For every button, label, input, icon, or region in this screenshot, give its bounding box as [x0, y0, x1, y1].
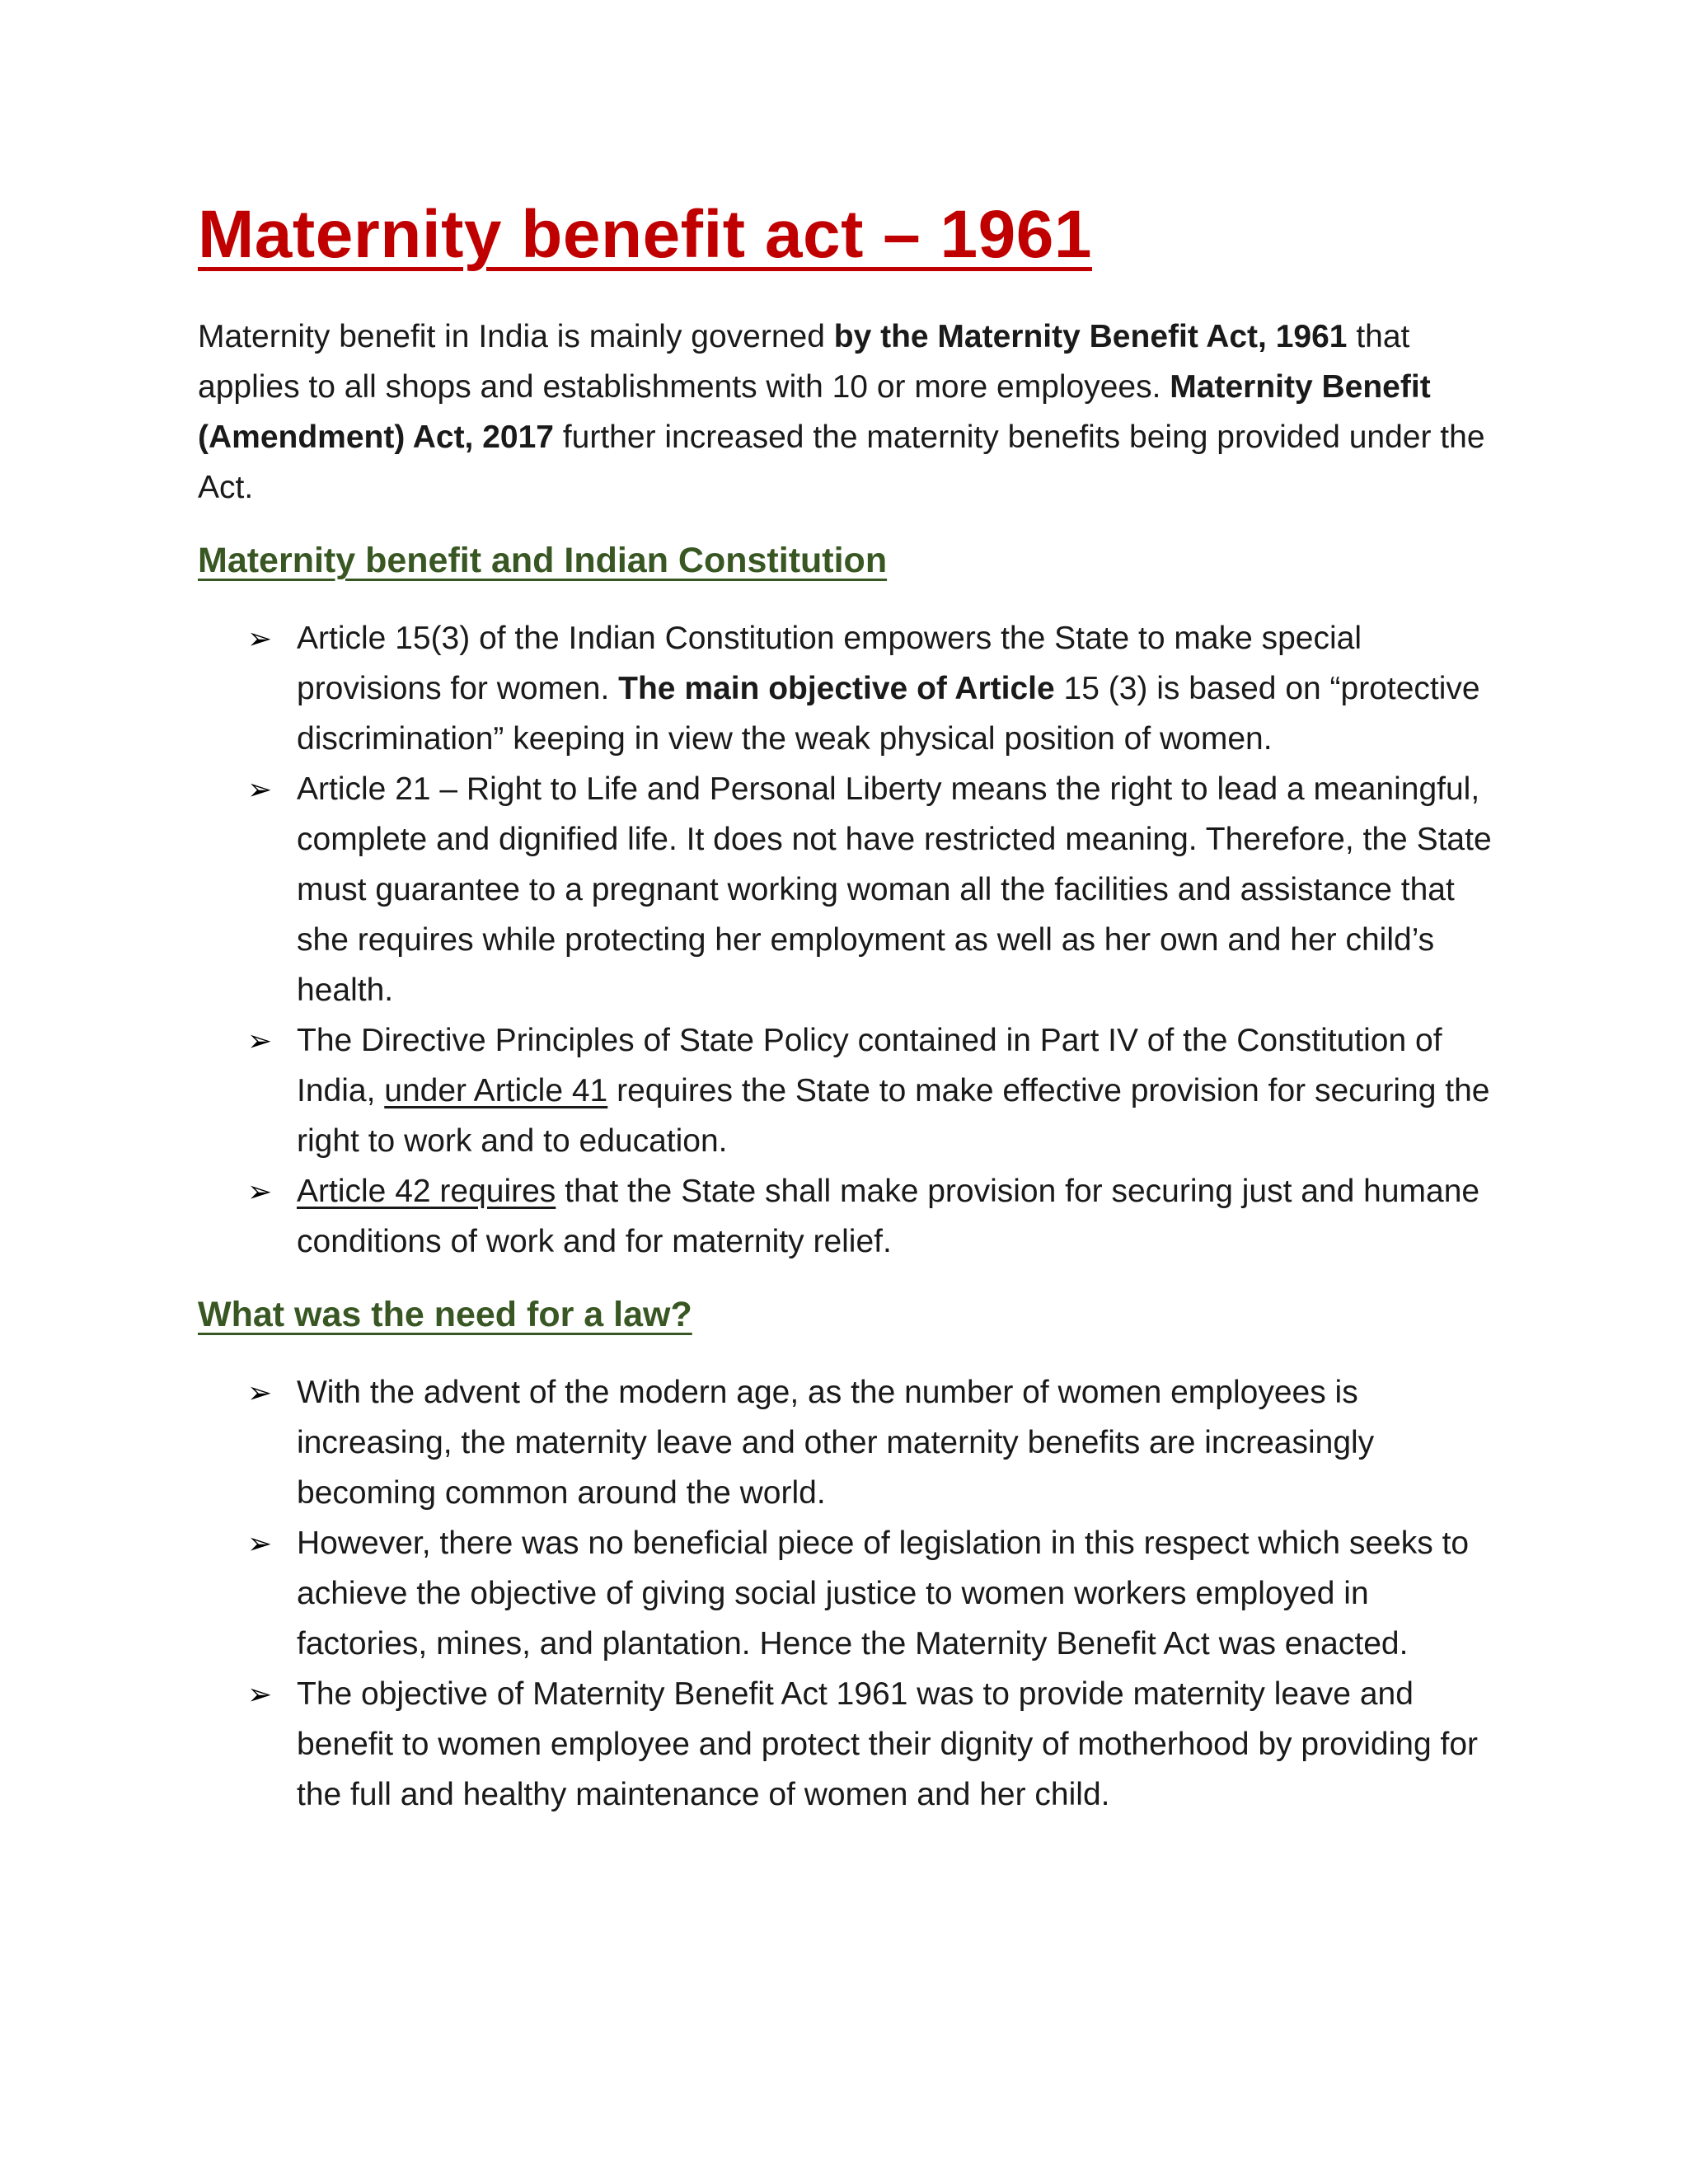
- arrow-bullet-icon: ➢: [247, 1024, 273, 1058]
- arrow-bullet-icon: ➢: [247, 772, 273, 807]
- intro-text-2: that applies to all shops and establishments with 10 or more employees.: [198, 319, 1410, 405]
- article-42-text: that the State shall make provision for securing just and humane conditions of work and for maternity relief.: [297, 1174, 1480, 1260]
- intro-text-3: further increased the maternity benefits being provided under the Act.: [198, 419, 1485, 506]
- intro-paragraph: [198, 312, 1500, 513]
- arrow-bullet-icon: ➢: [247, 1174, 273, 1209]
- article-42-underlined: Article 42 requires: [297, 1174, 556, 1210]
- document-title: Maternity benefit act – 1961: [198, 197, 1092, 272]
- list-item-no-legislation: [198, 1518, 1500, 1669]
- no-legislation-text: However, there was no beneficial piece of legislation in this respect which seeks to achieve the objective of giving social justice to women workers employed in factories, mines, and plantation. Hence the Maternity Benefit Act was enacted.: [297, 1526, 1470, 1662]
- objective-text: The objective of Maternity Benefit Act 1961 was to provide maternity leave and benefit to women employee and protect their dignity of motherhood by providing for the full and healthy maintenance of women and her child.: [297, 1676, 1479, 1813]
- section-heading-need-for-law: What was the need for a law?: [198, 1295, 692, 1335]
- constitution-bullet-list: [198, 613, 1500, 1267]
- list-item-article-15: [198, 613, 1500, 764]
- article-15-text-1: Article 15(3) of the Indian Constitution empowers the State to make special provisions for women.: [297, 621, 1362, 707]
- article-41-text-1: The Directive Principles of State Policy contained in Part IV of the Constitution of India,: [297, 1023, 1442, 1109]
- list-item-article-42: [198, 1166, 1500, 1267]
- need-for-law-bullet-list: [198, 1367, 1500, 1820]
- article-15-bold: The main objective of Article: [618, 671, 1055, 707]
- section-heading-constitution: Maternity benefit and Indian Constitution: [198, 541, 888, 581]
- arrow-bullet-icon: ➢: [247, 1376, 273, 1410]
- intro-bold-act-1961: by the Maternity Benefit Act, 1961: [833, 319, 1348, 355]
- article-41-underlined: under Article 41: [384, 1073, 608, 1109]
- arrow-bullet-icon: ➢: [247, 621, 273, 656]
- list-item-objective: [198, 1669, 1500, 1820]
- document-page: [198, 198, 1500, 1820]
- intro-text-1: Maternity benefit in India is mainly governed: [198, 319, 834, 355]
- list-item-article-21: [198, 764, 1500, 1015]
- article-15-text-2: 15 (3) is based on “protective discrimination” keeping in view the weak physical position of women.: [297, 671, 1480, 757]
- list-item-modern-age: [198, 1367, 1500, 1518]
- article-21-text: Article 21 – Right to Life and Personal Liberty means the right to lead a meaningful, complete and dignified life. It does not have restricted meaning. Therefore, the State must guarantee to a pregnant working woman all the facilities and assistance that she requires while protecting her employment as well as her own and her child’s health.: [297, 771, 1492, 1009]
- list-item-article-41: [198, 1015, 1500, 1166]
- arrow-bullet-icon: ➢: [247, 1677, 273, 1712]
- article-41-text-2: requires the State to make effective provision for securing the right to work and to education.: [297, 1073, 1490, 1160]
- arrow-bullet-icon: ➢: [247, 1526, 273, 1561]
- modern-age-text: With the advent of the modern age, as the number of women employees is increasing, the maternity leave and other maternity benefits are increasingly becoming common around the world.: [297, 1375, 1375, 1511]
- intro-bold-amendment-2017: Maternity Benefit (Amendment) Act, 2017: [198, 369, 1431, 456]
